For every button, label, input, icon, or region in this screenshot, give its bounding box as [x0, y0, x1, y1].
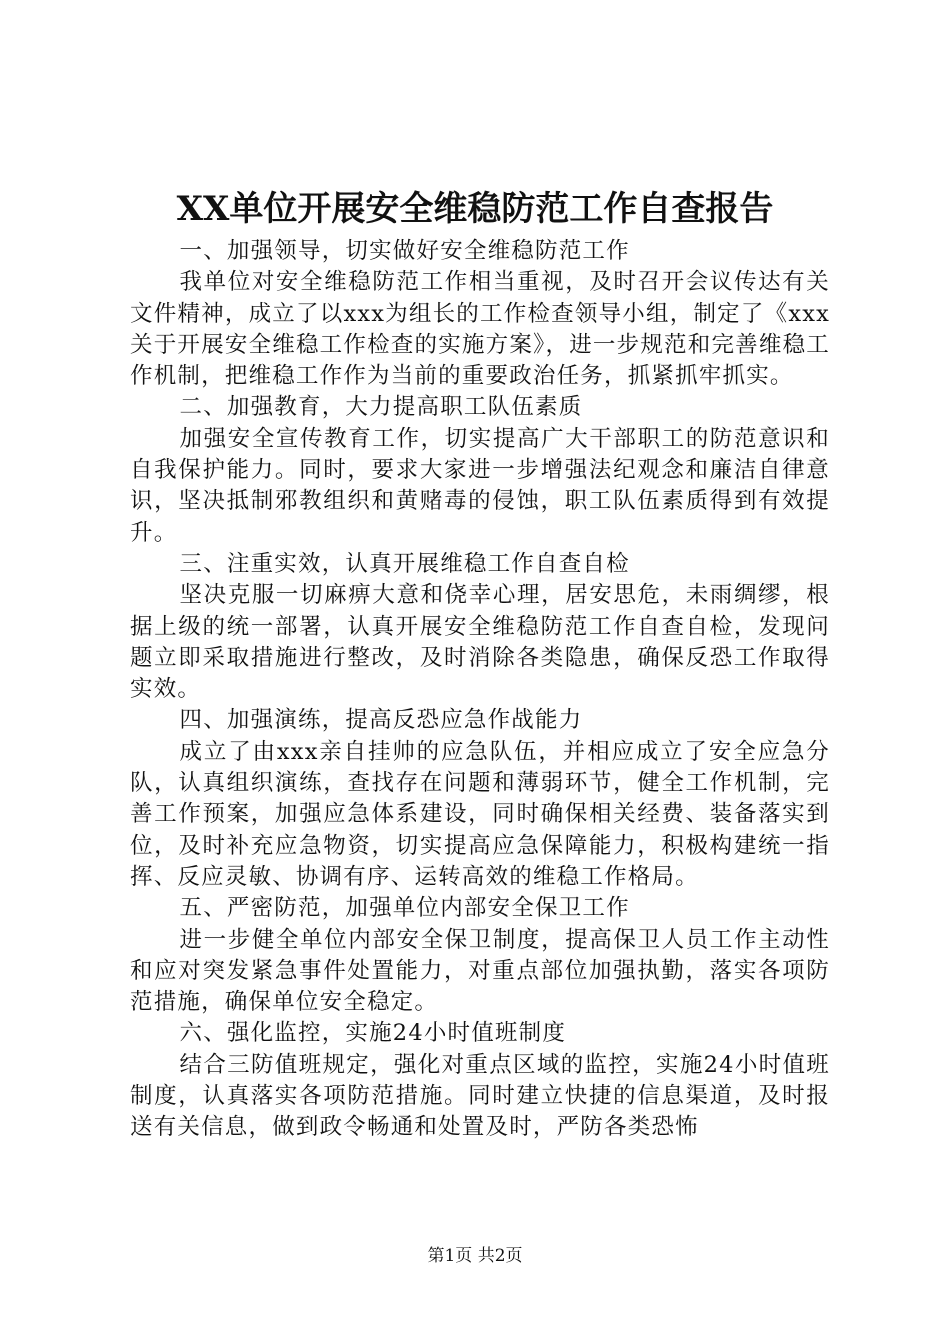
section-paragraph-2: 加强安全宣传教育工作，切实提高广大干部职工的防范意识和自我保护能力。同时，要求大家进一步增强法纪观念和廉洁自律意识，坚决抵制邪教组织和黄赌毒的侵蚀，职工队伍素质得到有效提升。 — [130, 425, 830, 546]
section-heading-2: 二、加强教育，大力提高职工队伍素质 — [179, 394, 583, 421]
section-paragraph-5: 进一步健全单位内部安全保卫制度，提高保卫人员工作主动性和应对突发紧急事件处置能力，对重点部位加强执勤，落实各项防范措施，确保单位安全稳定。 — [130, 926, 830, 1016]
section-heading-6: 六、强化监控，实施24小时值班制度 — [179, 1020, 567, 1047]
section-paragraph-4: 成立了由xxx亲自挂帅的应急队伍，并相应成立了安全应急分队，认真组织演练，查找存在问题和薄弱环节，健全工作机制，完善工作预案，加强应急体系建设，同时确保相关经费、装备落实到位，及时补充应急物资，切实提高应急保障能力，积极构建统一指挥、反应灵敏、协调有序、运转高效的维稳工作格局。 — [130, 738, 830, 890]
section-heading-5: 五、严密防范，加强单位内部安全保卫工作 — [179, 895, 630, 922]
section-paragraph-1: 我单位对安全维稳防范工作相当重视，及时召开会议传达有关文件精神，成立了以xxx为组长的工作检查领导小组，制定了《xxx关于开展安全维稳工作检查的实施方案》，进一步规范和完善维稳工作机制，把维稳工作作为当前的重要政治任务，抓紧抓牢抓实。 — [130, 269, 830, 390]
section-heading-4: 四、加强演练，提高反恐应急作战能力 — [179, 707, 583, 734]
section-paragraph-6: 结合三防值班规定，强化对重点区域的监控，实施24小时值班制度，认真落实各项防范措施。同时建立快捷的信息渠道，及时报送有关信息，做到政令畅通和处置及时，严防各类恐怖 — [130, 1051, 830, 1141]
document-title: XX单位开展安全维稳防范工作自查报告 — [176, 189, 774, 229]
page-number-footer: 第1页 共2页 — [427, 1246, 523, 1266]
section-paragraph-3: 坚决克服一切麻痹大意和侥幸心理，居安思危，未雨绸缪，根据上级的统一部署，认真开展安全维稳防范工作自查自检，发现问题立即采取措施进行整改，及时消除各类隐患，确保反恐工作取得实效。 — [130, 582, 830, 703]
section-heading-1: 一、加强领导，切实做好安全维稳防范工作 — [179, 238, 630, 264]
document-body — [130, 236, 830, 1144]
section-heading-3: 三、注重实效，认真开展维稳工作自查自检 — [179, 550, 630, 577]
